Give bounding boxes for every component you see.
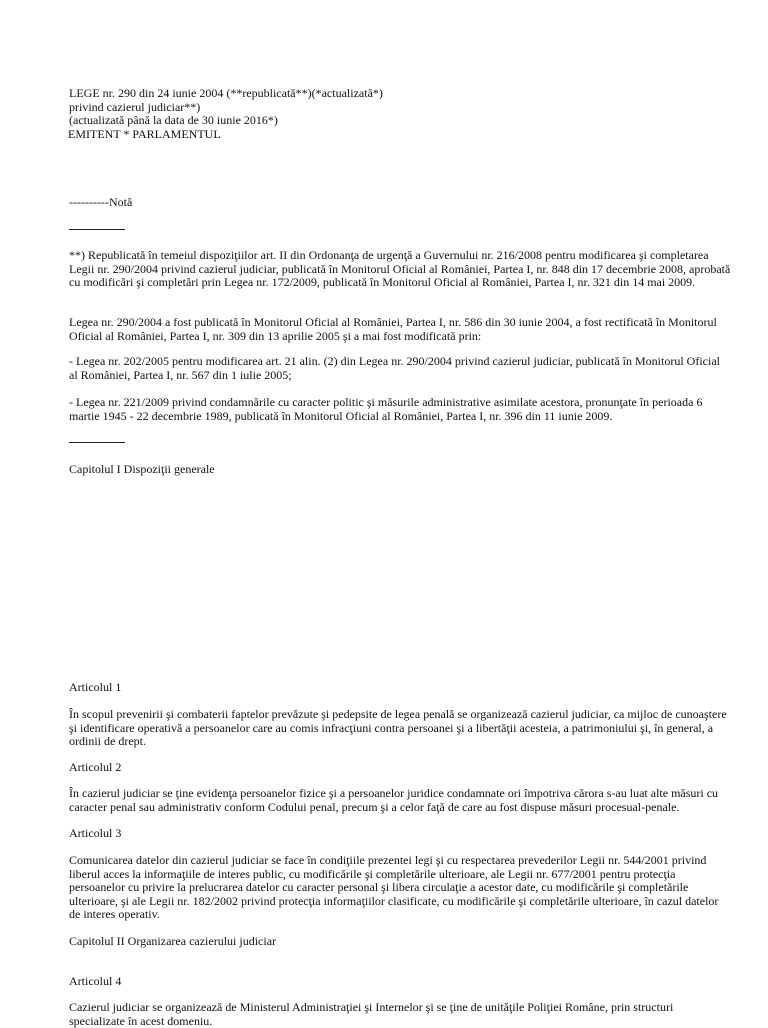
chapter-1-heading: Capitolul I Dispoziţii generale — [69, 462, 215, 476]
law-issuer: EMITENT * PARLAMENTUL — [68, 126, 221, 141]
law-updated-date: (actualizată până la data de 30 iunie 2016*) — [69, 113, 278, 127]
article-4-heading: Articolul 4 — [69, 974, 122, 988]
article-3-text: Comunicarea datelor din cazierul judiciar se face în condiţiile prezentei legi şi cu respectarea prevederilor Legii nr. 544/2001 privind liberul acces la informaţiile de interes public, cu modificările şi completările ulterioare, ale Legii nr. 677/2001 pentru protecţia persoanelor cu privire la prelucrarea datelor cu caracter personal şi libera circulaţie a acestor date, cu modificările şi completările ulterioare, şi ale Legii nr. 182/2002 privind protecţia informaţiilor clasificate, cu modificările şi completările ulterioare, în cazul datelor de interes operativ. — [69, 853, 719, 921]
note-label: ----------Notă — [69, 195, 133, 209]
article-2-heading: Articolul 2 — [69, 760, 122, 774]
note-amendment-1: - Legea nr. 202/2005 pentru modificarea art. 21 alin. (2) din Legea nr. 290/2004 privind cazierul judiciar, publicată în Monitorul Oficial al României, Partea I, nr. 567 din 1 iulie 2005; — [69, 354, 720, 382]
chapter-2-heading: Capitolul II Organizarea cazierului judiciar — [69, 934, 277, 948]
note-divider-top — [69, 229, 125, 230]
article-2-text: În cazierul judiciar se ţine evidenţa persoanelor fizice şi a persoanelor juridice condamnate ori împotriva cărora s-au luat alte măsuri cu caracter penal sau administrativ conform Codului penal, precum şi a celor faţă de care au fost dispuse măsuri procesual-penale. — [69, 786, 719, 814]
note-republication: **) Republicată în temeiul dispoziţiilor art. II din Ordonanţa de urgenţă a Guvernului nr. 216/2008 pentru modificarea şi completarea Legii nr. 290/2004 privind cazierul judiciar, publicată în Monitorul Oficial al României, Partea I, nr. 848 din 17 decembrie 2008, aprobată cu modificări şi completări prin Legea nr. 172/2009, publicată în Monitorul Oficial al României, Partea I, nr. 321 din 14 mai 2009. — [69, 248, 731, 289]
note-amendment-2: - Legea nr. 221/2009 privind condamnările cu caracter politic şi măsurile administrative asimilate acestora, pronunţate în perioada 6 martie 1945 - 22 decembrie 1989, publicată în Monitorul Oficial al României, Partea I, nr. 396 din 11 iunie 2009. — [69, 395, 703, 423]
law-title: LEGE nr. 290 din 24 iunie 2004 (**republicată**)(*actualizată*) — [69, 86, 383, 100]
note-history: Legea nr. 290/2004 a fost publicată în Monitorul Oficial al României, Partea I, nr. 586 din 30 iunie 2004, a fost rectificată în Monitorul Oficial al României, Partea I, nr. 309 din 13 aprilie 2005 şi a mai fost modificată prin: — [69, 315, 717, 343]
document-header — [69, 87, 731, 141]
article-4-text: Cazierul judiciar se organizează de Ministerul Administraţiei şi Internelor şi se ţine de unităţile Poliţiei Române, prin structuri specializate în acest domeniu. — [69, 1000, 674, 1028]
note-divider-bottom — [69, 442, 125, 443]
article-1-heading: Articolul 1 — [69, 680, 122, 694]
law-subject: privind cazierul judiciar**) — [69, 99, 201, 114]
article-1-text: În scopul prevenirii şi combaterii faptelor prevăzute şi pedepsite de legea penală se organizează cazierul judiciar, ca mijloc de cunoaştere şi identificare operativă a persoanelor care au comis infracţiuni contra persoanei şi a libertăţii acesteia, a patrimoniului şi, în general, a ordinii de drept. — [69, 707, 727, 748]
article-3-heading: Articolul 3 — [69, 826, 122, 840]
